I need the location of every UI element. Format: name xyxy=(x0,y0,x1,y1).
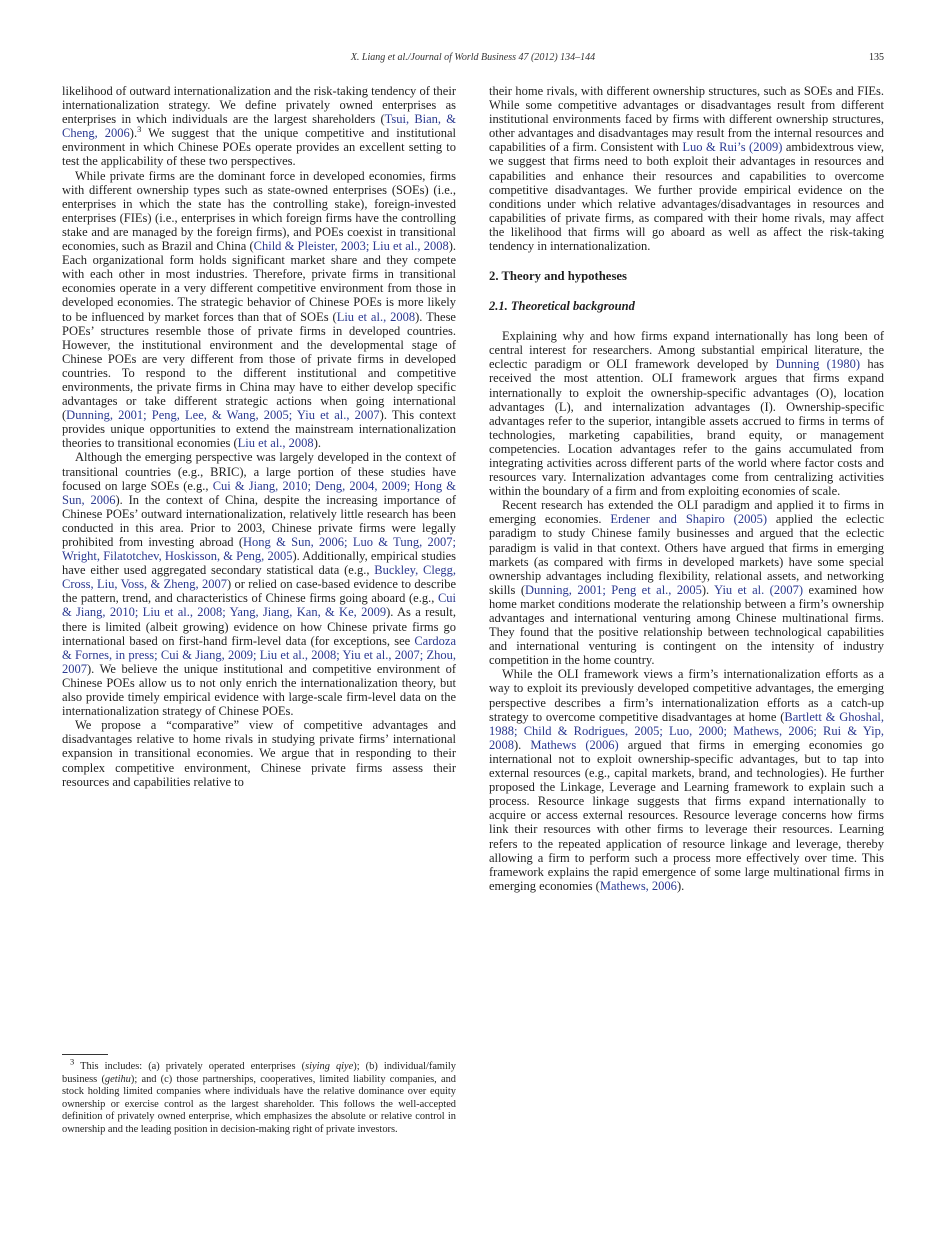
running-head xyxy=(62,52,884,66)
body-text: We propose a “comparative” view of competitive advantages and disadvantages relative to home rivals in studying private firms’ international expansion in transitional economies. We argue that in responding to their complex competitive environment, Chinese private firms assess their resources and capabilities relative to xyxy=(62,718,456,789)
body-text: ). We believe the unique institutional and competitive environment of Chinese POEs allow us to not only enrich the internationalization theory, but also provide timely empirical evidence with large-scale firm-level data on the internationalization strategy of Chinese POEs. xyxy=(62,661,456,719)
citation-link[interactable]: Cardoza & Fornes, in press; Cui & Jiang, 2009; Liu et al., 2008; Yiu et al., 2007; Zhou, 2007 xyxy=(62,633,456,676)
paragraph xyxy=(62,718,456,788)
body-text: applied the eclectic paradigm to study Chinese family businesses and argued that the eclectic paradigm is valid in that context. Others have argued that firms in emerging markets (as compared with firms in developed markets) have some special ownership advantages including flexibility, relational assets, and networking skills ( xyxy=(489,512,884,597)
body-text: ). xyxy=(514,737,531,752)
body-text: ); and (c) those partnerships, cooperatives, limited liability companies, and stock holding limited companies where individuals have the relative dominance over equity ownership or exercise control as the largest shareholder. This follows the well-accepted definition of privately owned enterprise, which emphasizes the absolute or relative control in ownership and the leading position in decision-making right of private investors. xyxy=(62,1073,456,1135)
body-text: ). Each organizational form holds significant market share and they compete with each other in most industries. Therefore, private firms in transitional economies operate in a very different competitive environment from those in developed economies. The strategic behavior of Chinese POEs is more likely to be influenced by market forces than that of SOEs ( xyxy=(62,239,456,324)
body-text: We suggest that the unique competitive and institutional environment in which Chinese POEs operate provides an excellent setting to test the applicability of these two perspectives. xyxy=(62,126,457,169)
footnote-marker[interactable]: 3 xyxy=(137,124,142,135)
right-column-theory-paragraphs xyxy=(489,329,884,893)
body-text: Although the emerging perspective was largely developed in the context of transitional countries (e.g., BRIC), a large portion of these studies have focused on large SOEs (e.g., xyxy=(62,450,456,493)
body-text: This includes: (a) privately operated enterprises ( xyxy=(74,1061,306,1072)
paragraph xyxy=(489,667,884,893)
paragraph xyxy=(62,84,456,169)
citation-link[interactable]: Hong & Sun, 2006; Luo & Tung, 2007; Wright, Filatotchev, Hoskisson, & Peng, 2005 xyxy=(62,535,456,564)
citation-link[interactable]: Buckley, Clegg, Cross, Liu, Voss, & Zheng, 2007 xyxy=(62,563,457,592)
citation-link[interactable]: Luo & Rui’s (2009) xyxy=(682,140,783,155)
citation-link[interactable]: Bartlett & Ghoshal, 1988; Child & Rodrigues, 2005; Luo, 2000; Mathews, 2006; Rui & Yip, 2008 xyxy=(489,709,885,752)
citation-link[interactable]: Dunning, 2001; Peng et al., 2005 xyxy=(525,582,702,597)
body-text: ) or relied on case-based evidence to describe the pattern, trend, and characteristics of Chinese firms going aboard (e.g., xyxy=(62,577,456,606)
section-heading: 2. Theory and hypotheses xyxy=(489,269,627,284)
left-column-paragraphs xyxy=(62,84,456,789)
body-text: ). This context provides unique opportunities to extend the mainstream internationalization theories to transitional economies ( xyxy=(62,408,456,451)
body-text: ). xyxy=(129,126,138,141)
body-text: ). These POEs’ structures resemble those of private firms in developed countries. However, the institutional environment and the developmental stage of Chinese POEs are very different from those of private firms in developed countries. To respond to the different institutional and competitive environments, the private firms in China may have to either develop specific advantages or take different strategic actions when going international ( xyxy=(62,309,456,423)
citation-link[interactable]: Mathews (2006) xyxy=(530,737,619,752)
body-text: ). Additionally, empirical studies have either used aggregated secondary statistical data (e.g., xyxy=(62,549,456,578)
body-text: ). As a result, there is limited (albeit growing) evidence on how Chinese private firms go international based on first-hand firm-level data (for exceptions, see xyxy=(62,605,456,648)
citation-link[interactable]: Erdener and Shapiro (2005) xyxy=(610,512,767,527)
body-text: ). xyxy=(313,436,321,451)
body-text: likelihood of outward internationalization and the risk-taking tendency of their internationalization strategy. We define privately owned enterprises as enterprises in which individuals are the largest shareholders ( xyxy=(62,84,456,127)
subsection-heading: 2.1. Theoretical background xyxy=(489,299,635,314)
citation-link[interactable]: Dunning, 2001; Peng, Lee, & Wang, 2005; Yiu et al., 2007 xyxy=(66,408,380,423)
running-title: X. Liang et al./Journal of World Business 47 (2012) 134–144 xyxy=(350,52,596,63)
body-text: ambidextrous view, we suggest that firms need to both exploit their advantages in resources and capabilities and enhance their resources and capabilities to overcome competitive disadvantages. We further provide empirical evidence on the conditions under which relative advantages/disadvantages in resources and capabilities of private firms, as compared with their home rivals, may affect the likelihood that firms will go aboard as well as affect the risk-taking tendency in internationalization. xyxy=(489,140,884,254)
footnote-separator-rule xyxy=(62,1054,108,1055)
citation-link[interactable]: Yiu et al. (2007) xyxy=(714,582,803,597)
paragraph xyxy=(489,498,884,667)
body-text: ); (b) individual/family business ( xyxy=(62,1061,456,1085)
paragraph xyxy=(62,450,456,718)
body-text: their home rivals, with different ownership structures, such as SOEs and FIEs. While some competitive advantages or disadvantages result from different institutional environments faced by firms with different ownership structures, other advantages and disadvantages may result from the internal resources and capabilities of a firm. Consistent with xyxy=(489,84,884,155)
page-number: 135 xyxy=(869,52,884,63)
citation-link[interactable]: Liu et al., 2008 xyxy=(336,309,416,324)
footnote-text xyxy=(62,1056,456,1136)
body-text: While private firms are the dominant force in developed economies, firms with different ownership types such as state-owned enterprises (SOEs) (i.e., enterprises in which the state has the controlling stake), foreign-invested enterprises (FIEs) (i.e., enterprises in which foreign firms have the controlling stake and are managed by the foreign firms), and POEs coexist in transitional economies, such as Brazil and China ( xyxy=(62,168,456,254)
left-column xyxy=(62,84,456,789)
paragraph xyxy=(62,169,456,451)
right-column xyxy=(489,84,884,893)
citation-link[interactable]: Cui & Jiang, 2010; Deng, 2004, 2009; Hong & Sun, 2006 xyxy=(62,478,456,507)
body-text: While the OLI framework views a firm’s internationalization efforts as a way to exploit its previously developed competitive advantages, the emerging perspective describes a firm’s internationalization efforts as a catch-up strategy to overcome competitive disadvantages at home ( xyxy=(489,667,884,724)
citation-link[interactable]: Dunning (1980) xyxy=(775,357,860,372)
paragraph xyxy=(489,329,884,498)
body-text: argued that firms in emerging economies go international not to exploit ownership-specific advantages, but to tap into external resources (e.g., capital markets, brand, and technologies). He further proposed the Linkage, Leverage and Learning framework to explain such a process. Resource linkage suggests that firms expand internationally to acquire or access external resources. Resource leverage concerns how firms link their resources with other firms to leverage their resources. Learning refers to the repeated application of resource linkage and leverage, thereby allowing a firm to perform such a process more effectively over time. This framework explains the rapid emergence of some large multinational firms in emerging economies ( xyxy=(489,737,884,893)
body-text: ). xyxy=(676,878,685,893)
body-text: Explaining why and how firms expand internationally has long been of central interest for researchers. Among substantial empirical literature, the eclectic paradigm or OLI framework developed by xyxy=(489,329,884,372)
citation-link[interactable]: Tsui, Bian, & Cheng, 2006 xyxy=(62,112,456,141)
right-column-intro-paragraphs xyxy=(489,84,884,253)
footnote xyxy=(62,1054,456,1136)
citation-link[interactable]: Mathews, 2006 xyxy=(599,878,677,893)
italic-term: getihu xyxy=(104,1073,131,1085)
body-text: Recent research has extended the OLI paradigm and applied it to firms in emerging economies. xyxy=(489,498,884,527)
body-text: ). xyxy=(701,582,715,597)
citation-link[interactable]: Liu et al., 2008 xyxy=(237,436,314,451)
italic-term: siying qiye xyxy=(305,1061,354,1072)
body-text: ). In the context of China, despite the increasing importance of Chinese POEs’ outward internationalization, relatively little research has been conducted in this area. Prior to 2003, Chinese private firms were legally prohibited from investing abroad ( xyxy=(62,492,457,549)
footnote-marker[interactable]: 3 xyxy=(70,1056,75,1067)
body-text: has received the most attention. OLI framework argues that firms expand internationally to exploit the ownership-specific advantages (O), location advantages (L), and internalization advantages (I). Ownership-specific advantages refer to the superior, intangible assets accrued to firms in terms of technologies, marketing capabilities, brand equity, or management competencies. Location advantages refer to the gains accumulated from integrating activities across different parts of the world where factor costs and resources vary. Internalization advantages come from centralizing activities within the boundary of a firm and from exploiting economies of scale. xyxy=(489,357,884,499)
citation-link[interactable]: Child & Pleister, 2003; Liu et al., 2008 xyxy=(253,239,449,254)
paragraph xyxy=(489,84,884,253)
citation-link[interactable]: Cui & Jiang, 2010; Liu et al., 2008; Yang, Jiang, Kan, & Ke, 2009 xyxy=(62,591,456,620)
body-text: examined how home market conditions moderate the relationship between a firm’s ownership advantages and international venturing among Chinese multinational firms. They found that the positive relationship between technological capabilities and international venturing is contingent on the intensity of industry competition in the home country. xyxy=(489,582,884,668)
